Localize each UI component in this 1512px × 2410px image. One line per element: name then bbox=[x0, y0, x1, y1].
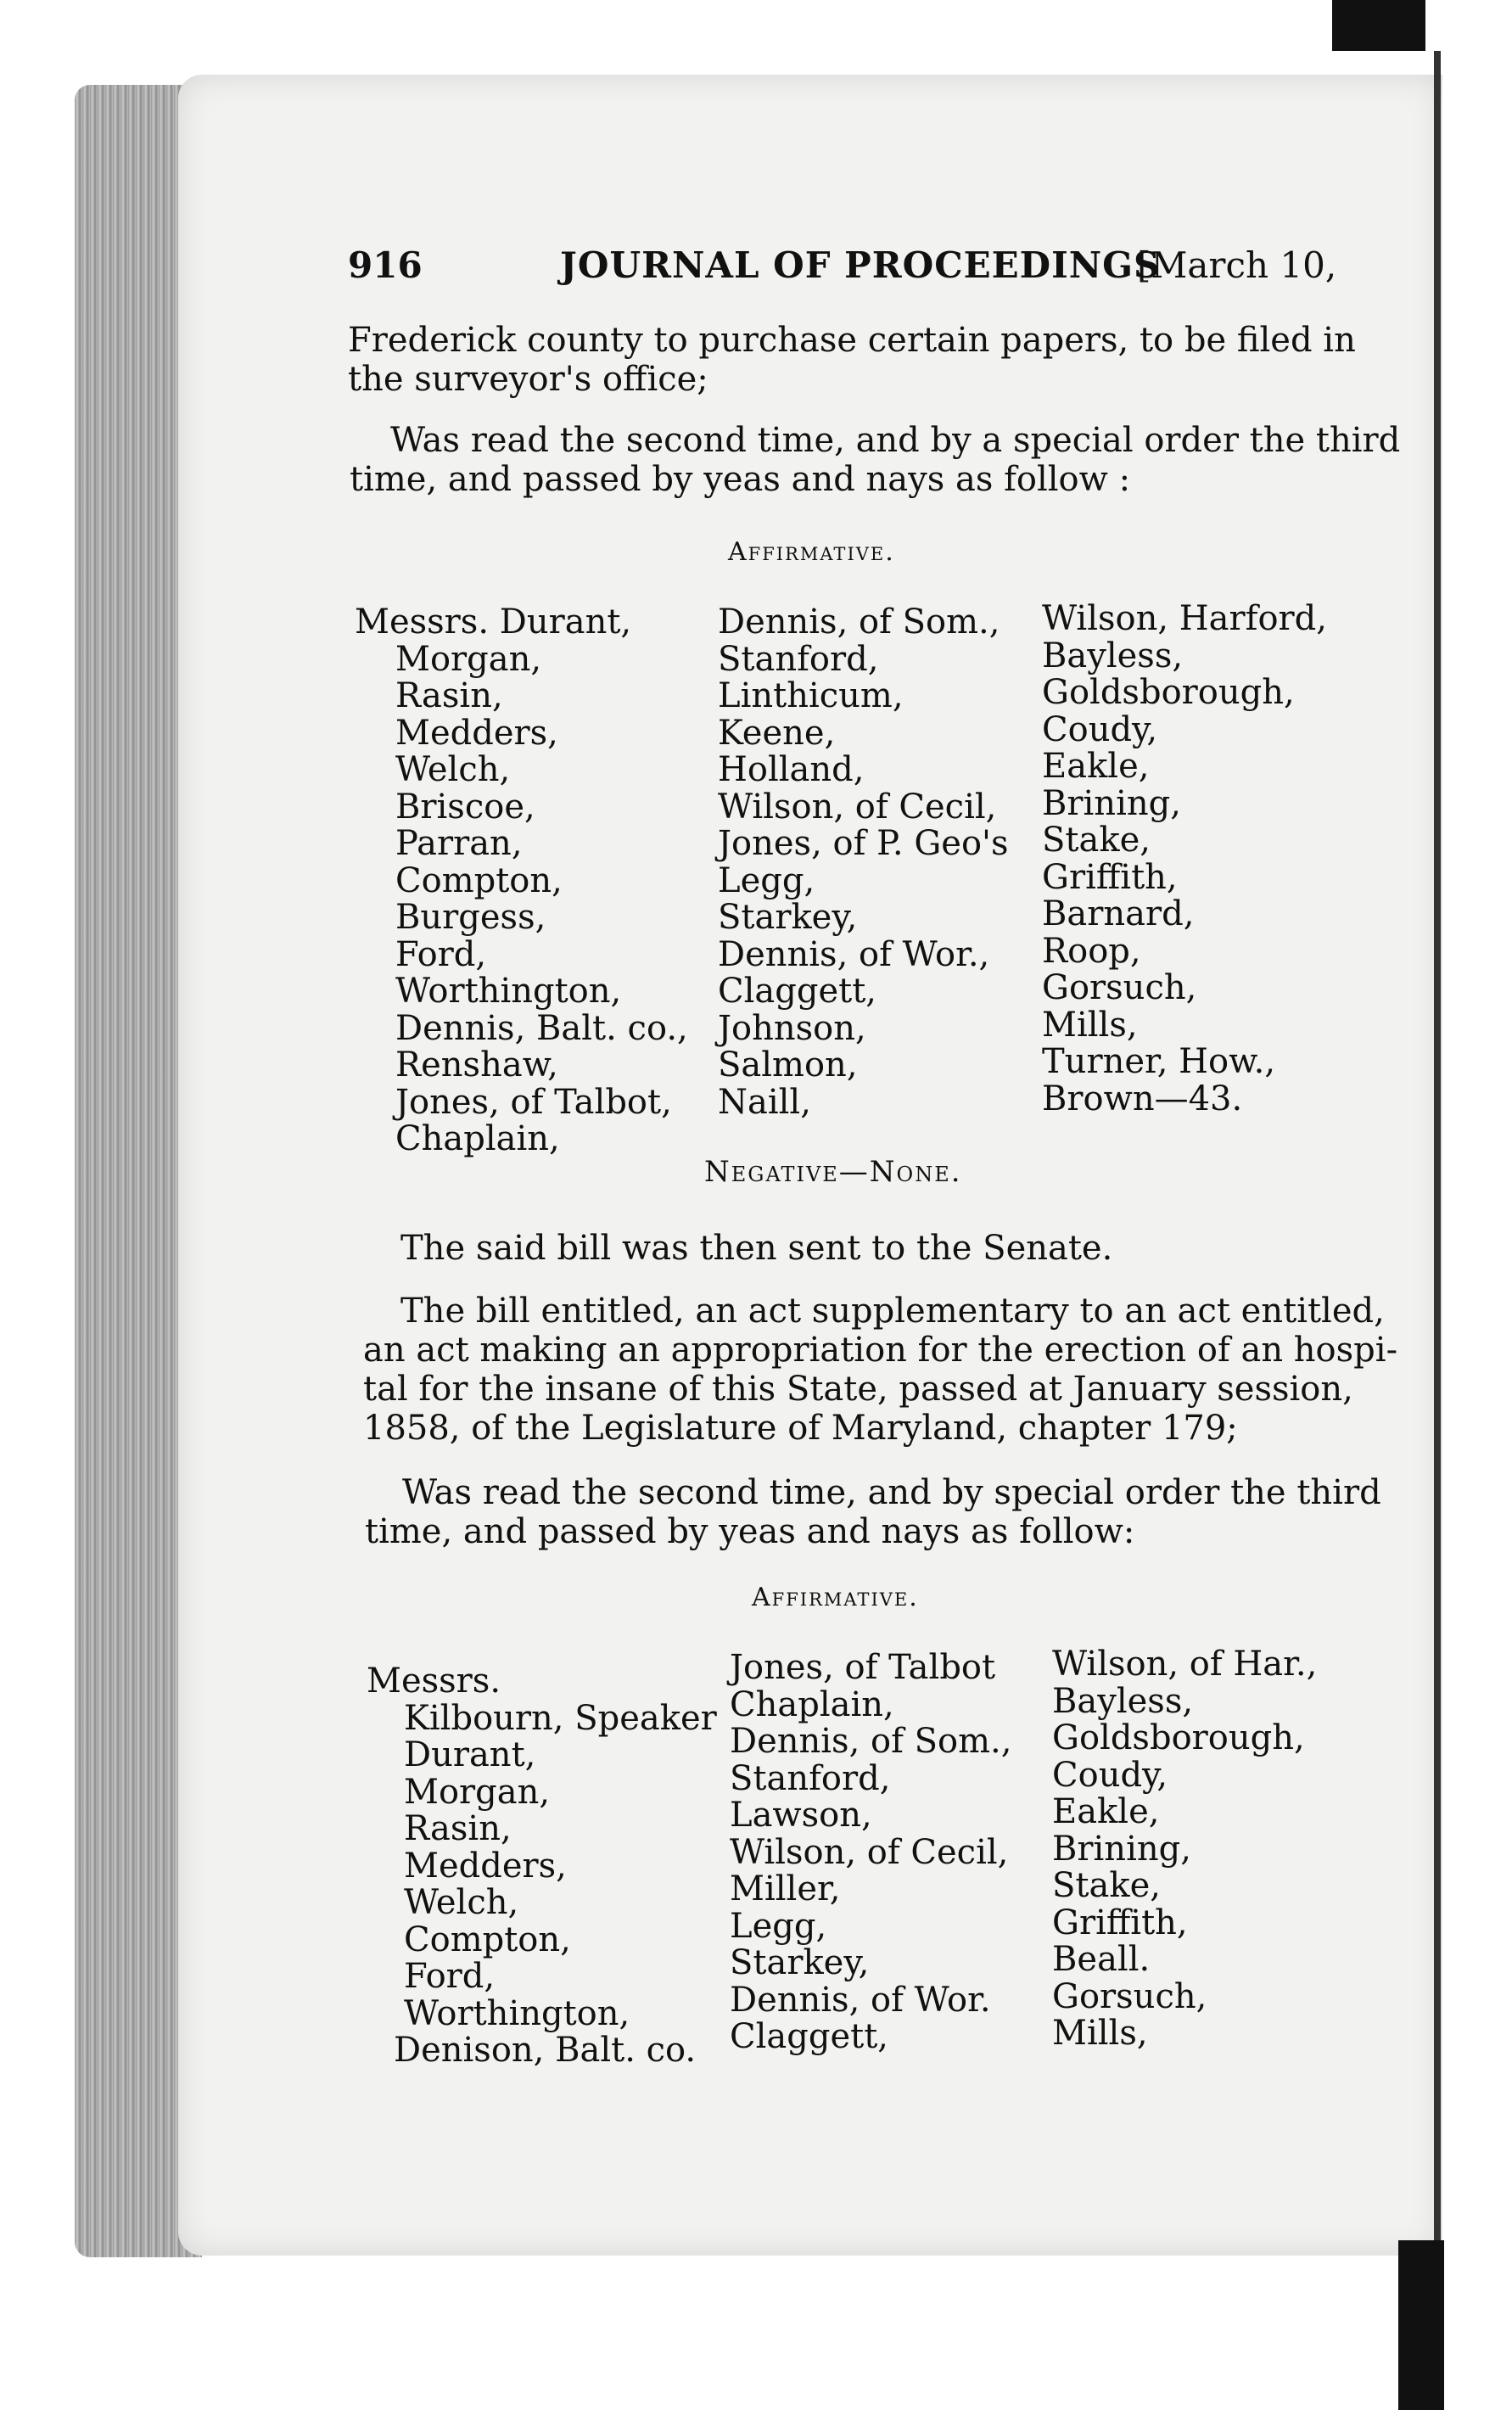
member-name: Mills, bbox=[1052, 2014, 1148, 2053]
vote2-column-2 bbox=[730, 1650, 1011, 2056]
passage-line: time, and passed by yeas and nays as follow: bbox=[365, 1512, 1135, 1551]
member-name: Wilson, of Har., bbox=[1052, 1645, 1318, 1684]
member-name: Messrs. bbox=[367, 1662, 501, 1701]
passage-line: time, and passed by yeas and nays as follow : bbox=[350, 460, 1131, 499]
bill-line: 1858, of the Legislature of Maryland, chapter 179; bbox=[363, 1409, 1238, 1448]
member-name: Stanford, bbox=[718, 639, 879, 679]
intro-line: the surveyor's office; bbox=[348, 360, 708, 399]
vote-column-3 bbox=[1042, 601, 1327, 1118]
member-name: Ford, bbox=[395, 934, 487, 974]
member-name: Jones, of Talbot bbox=[730, 1648, 996, 1687]
header-date: [March 10, bbox=[1137, 244, 1337, 286]
member-name: Stake, bbox=[1052, 1866, 1161, 1905]
member-name: Lawson, bbox=[730, 1796, 872, 1835]
member-name: Miller, bbox=[730, 1869, 841, 1908]
sent-to-senate-line: The said bill was then sent to the Senate. bbox=[400, 1229, 1113, 1268]
page-title: JOURNAL OF PROCEEDINGS bbox=[560, 244, 1161, 286]
member-name: Starkey, bbox=[730, 1943, 870, 1982]
member-name: Wilson, of Cecil, bbox=[730, 1832, 1009, 1872]
member-name: Johnson, bbox=[718, 1008, 866, 1048]
member-name: Legg, bbox=[730, 1906, 827, 1946]
vote2-column-3 bbox=[1052, 1646, 1317, 2053]
member-name: Bayless, bbox=[1042, 636, 1184, 675]
member-name: Eakle, bbox=[1042, 747, 1150, 786]
member-name: Brining, bbox=[1042, 783, 1181, 823]
vote-column-1 bbox=[355, 604, 688, 1158]
member-name: Keene, bbox=[718, 713, 836, 753]
member-name: Ford, bbox=[404, 1957, 496, 1996]
member-name: Claggett, bbox=[730, 2017, 888, 2056]
passage-paragraph-2 bbox=[365, 1473, 1381, 1551]
member-name: Holland, bbox=[718, 750, 865, 789]
member-name: Coudy, bbox=[1042, 709, 1158, 749]
member-name: Griffith, bbox=[1042, 857, 1178, 897]
member-name: Turner, How., bbox=[1042, 1042, 1276, 1081]
member-name: Wilson, of Cecil, bbox=[718, 787, 997, 827]
member-name: Dennis, of Som., bbox=[718, 602, 1000, 642]
member-name: Griffith, bbox=[1052, 1903, 1188, 1942]
member-name: Mills, bbox=[1042, 1005, 1138, 1045]
member-name: Medders, bbox=[395, 713, 558, 753]
member-name: Morgan, bbox=[404, 1772, 551, 1812]
member-name: Worthington, bbox=[395, 972, 622, 1011]
member-name: Morgan, bbox=[395, 639, 542, 679]
member-name: Stanford, bbox=[730, 1758, 891, 1798]
member-name: Eakle, bbox=[1052, 1792, 1160, 1831]
member-name: Dennis, Balt. co., bbox=[395, 1008, 688, 1048]
member-name: Dennis, of Wor., bbox=[718, 934, 990, 974]
bookmark-tab-top bbox=[1332, 0, 1425, 51]
member-name: Kilbourn, Speaker bbox=[404, 1698, 717, 1738]
member-name: Durant, bbox=[404, 1735, 536, 1774]
member-name: Rasin, bbox=[395, 676, 503, 715]
passage-paragraph bbox=[350, 421, 1401, 499]
affirmative-heading: Affirmative. bbox=[728, 537, 895, 567]
member-name: Briscoe, bbox=[395, 787, 535, 827]
negative-line: Negative—None. bbox=[704, 1155, 962, 1189]
member-name: Legg, bbox=[718, 860, 815, 900]
member-name: Salmon, bbox=[718, 1045, 858, 1084]
member-name: Medders, bbox=[404, 1846, 567, 1886]
member-name: Goldsborough, bbox=[1052, 1718, 1305, 1757]
intro-paragraph bbox=[348, 321, 1356, 399]
member-name: Naill, bbox=[718, 1082, 811, 1122]
member-name: Gorsuch, bbox=[1052, 1976, 1207, 2016]
member-name: Dennis, of Wor. bbox=[730, 1980, 991, 2020]
member-name: Starkey, bbox=[718, 898, 858, 937]
bill-line: The bill entitled, an act supplementary to an act entitled, bbox=[400, 1292, 1385, 1331]
member-name: Chaplain, bbox=[395, 1119, 560, 1158]
vote-column-2 bbox=[718, 604, 1009, 1121]
member-name: Brining, bbox=[1052, 1829, 1191, 1869]
member-name: Parran, bbox=[395, 824, 523, 863]
member-name: Goldsborough, bbox=[1042, 673, 1295, 712]
member-name: Jones, of Talbot, bbox=[395, 1082, 672, 1122]
bookmark-tab-bottom bbox=[1398, 2240, 1444, 2410]
member-name: Claggett, bbox=[718, 972, 876, 1011]
member-name: Denison, Balt. co. bbox=[394, 2031, 697, 2070]
page-number: 916 bbox=[348, 244, 423, 286]
member-name: Stake, bbox=[1042, 821, 1151, 860]
member-name: Compton, bbox=[404, 1920, 571, 1959]
bill-paragraph bbox=[363, 1292, 1397, 1448]
member-name: Rasin, bbox=[404, 1809, 512, 1848]
member-name: Compton, bbox=[395, 860, 563, 900]
affirmative-heading-2: Affirmative. bbox=[752, 1583, 919, 1612]
member-name: Linthicum, bbox=[718, 676, 904, 715]
member-name: Renshaw, bbox=[395, 1045, 558, 1084]
member-name: Messrs. Durant, bbox=[355, 602, 632, 642]
member-name: Burgess, bbox=[395, 898, 546, 937]
bill-line: an act making an appropriation for the erection of an hospi- bbox=[363, 1331, 1398, 1370]
passage-line: Was read the second time, and by special order the third bbox=[402, 1473, 1381, 1512]
member-name: Coudy, bbox=[1052, 1755, 1168, 1795]
member-name: Gorsuch, bbox=[1042, 968, 1197, 1007]
member-name: Welch, bbox=[404, 1883, 519, 1922]
member-name: Barnard, bbox=[1042, 894, 1195, 933]
member-name: Welch, bbox=[395, 750, 511, 789]
member-name: Beall. bbox=[1052, 1940, 1151, 1979]
member-name: Roop, bbox=[1042, 931, 1141, 971]
binding-edge bbox=[1434, 51, 1441, 2257]
vote2-column-1 bbox=[367, 1663, 717, 2070]
member-name: Dennis, of Som., bbox=[730, 1722, 1012, 1761]
passage-line: Was read the second time, and by a special order the third bbox=[390, 421, 1401, 460]
member-name: Wilson, Harford, bbox=[1042, 599, 1327, 638]
member-name: Chaplain, bbox=[730, 1684, 894, 1724]
member-name: Jones, of P. Geo's bbox=[718, 824, 1009, 863]
member-name: Bayless, bbox=[1052, 1681, 1194, 1721]
intro-line: Frederick county to purchase certain papers, to be filed in bbox=[348, 321, 1356, 360]
bill-line: tal for the insane of this State, passed at January session, bbox=[363, 1370, 1353, 1409]
member-name: Worthington, bbox=[404, 1993, 630, 2033]
member-name: Brown—43. bbox=[1042, 1079, 1243, 1118]
